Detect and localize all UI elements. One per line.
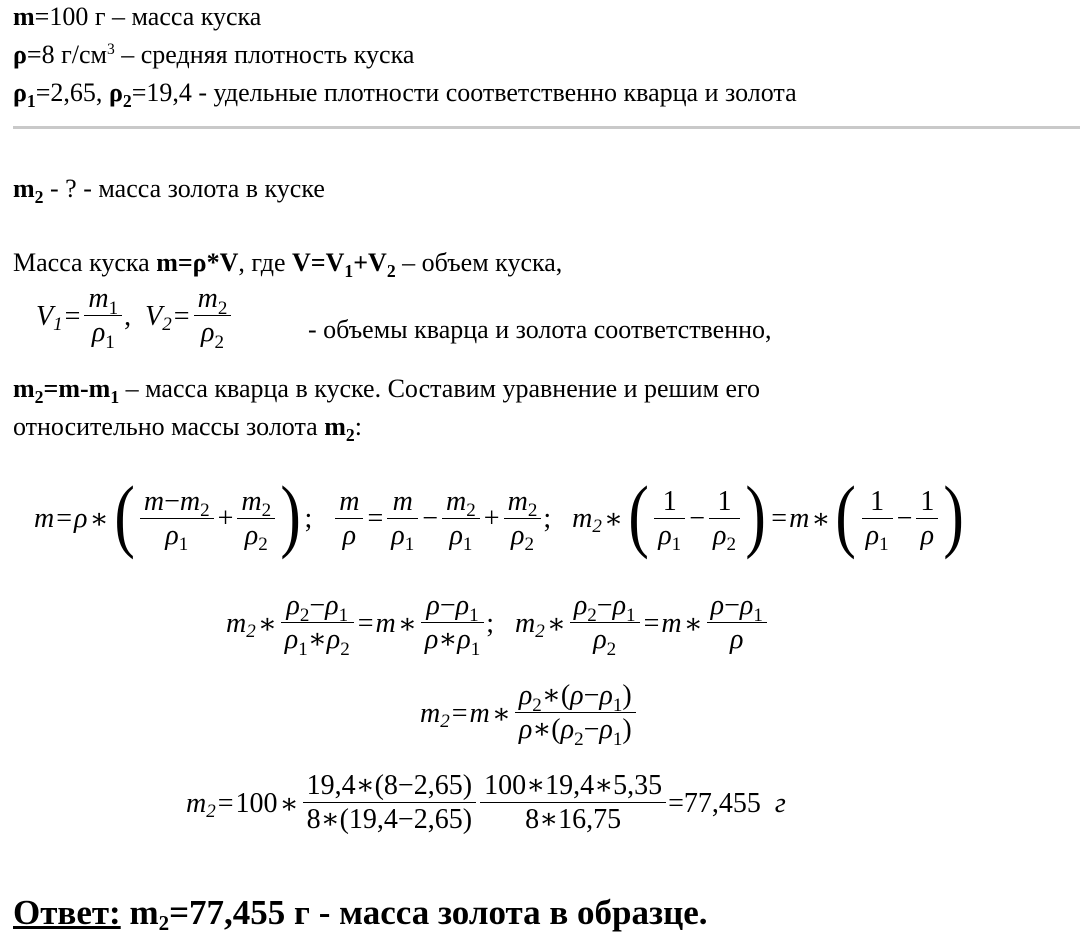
given-density: ρ=8 $г/см^3$ – средняя плотность куска — [13, 40, 415, 69]
solution-mass-formula: Масса куска m=ρ*V, где $V=V_1+V_2$ – объем куска, — [13, 248, 563, 282]
given-mass: m=100 г – масса куска — [13, 2, 262, 31]
equation-line-1: m=ρ∗( $\frac{m-m_2}{\rho_1}$ + $\frac{m_2}{\rho_2}$ ) ; $\frac{m}{\rho}$ = $\frac{m}{\rho_1}$ − $\frac{m_2}{\rho_1}$ + $\frac{m_2}{\rho_2}$ ; $m_2∗$( $\frac{1}{\rho_1}$ − $\frac{1}{\rho_2}$ ) =m∗( $\frac{1}{\rho_1}$ − $\frac{1}{\rho}$ ) — [34, 469, 965, 560]
solve-for-line: относительно массы золота $m_2$: — [13, 412, 362, 446]
quartz-mass-line: $m_2=m-m_1$ – масса кварца в куске. Составим уравнение и решим его — [13, 374, 761, 408]
fraction: $\frac{m_1}{\rho_1}$ — [84, 283, 122, 350]
find-line: $m_2$ - ? - масса золота в куске — [13, 174, 325, 208]
volume-description: - объемы кварца и золота соответственно, — [308, 315, 772, 344]
equation-line-2: $m_2∗$ $\frac{\rho_2-\rho_1}{\rho_1∗\rho_2}$ =m∗ $\frac{\rho-\rho_1}{\rho∗\rho_1}$ ; $m_2∗$ $\frac{\rho_2-\rho_1}{\rho_2}$ =m∗ $\frac{\rho-\rho_1}{\rho}$ — [226, 590, 769, 657]
equation-line-4-calc: $m_2=100∗$ $\frac{19,4∗(8-2,65)}{8∗(19,4-2,65)}$ $\frac{100∗19,4∗5,35}{8∗16,75}$ =77,455 г — [186, 770, 786, 835]
equation-line-3: $m_2=m∗$ $\frac{\rho_2∗(\rho-\rho_1)}{\rho∗(\rho_2-\rho_1)}$ — [420, 680, 638, 747]
volume-formulas: $V_1=$ $\frac{m_1}{\rho_1}$ , $V_2=$ $\frac{m_2}{\rho_2}$ — [36, 283, 233, 350]
given-specific-densities: $\rho_1=2,65$, $\rho_2=19,4$ - удельные плотности соответственно кварца и золота — [13, 78, 797, 112]
answer-line: Ответ: m2=77,455 г - масса золота в образце. — [13, 893, 708, 936]
fraction: $\frac{m_2}{\rho_2}$ — [194, 283, 232, 350]
divider — [13, 126, 1080, 129]
